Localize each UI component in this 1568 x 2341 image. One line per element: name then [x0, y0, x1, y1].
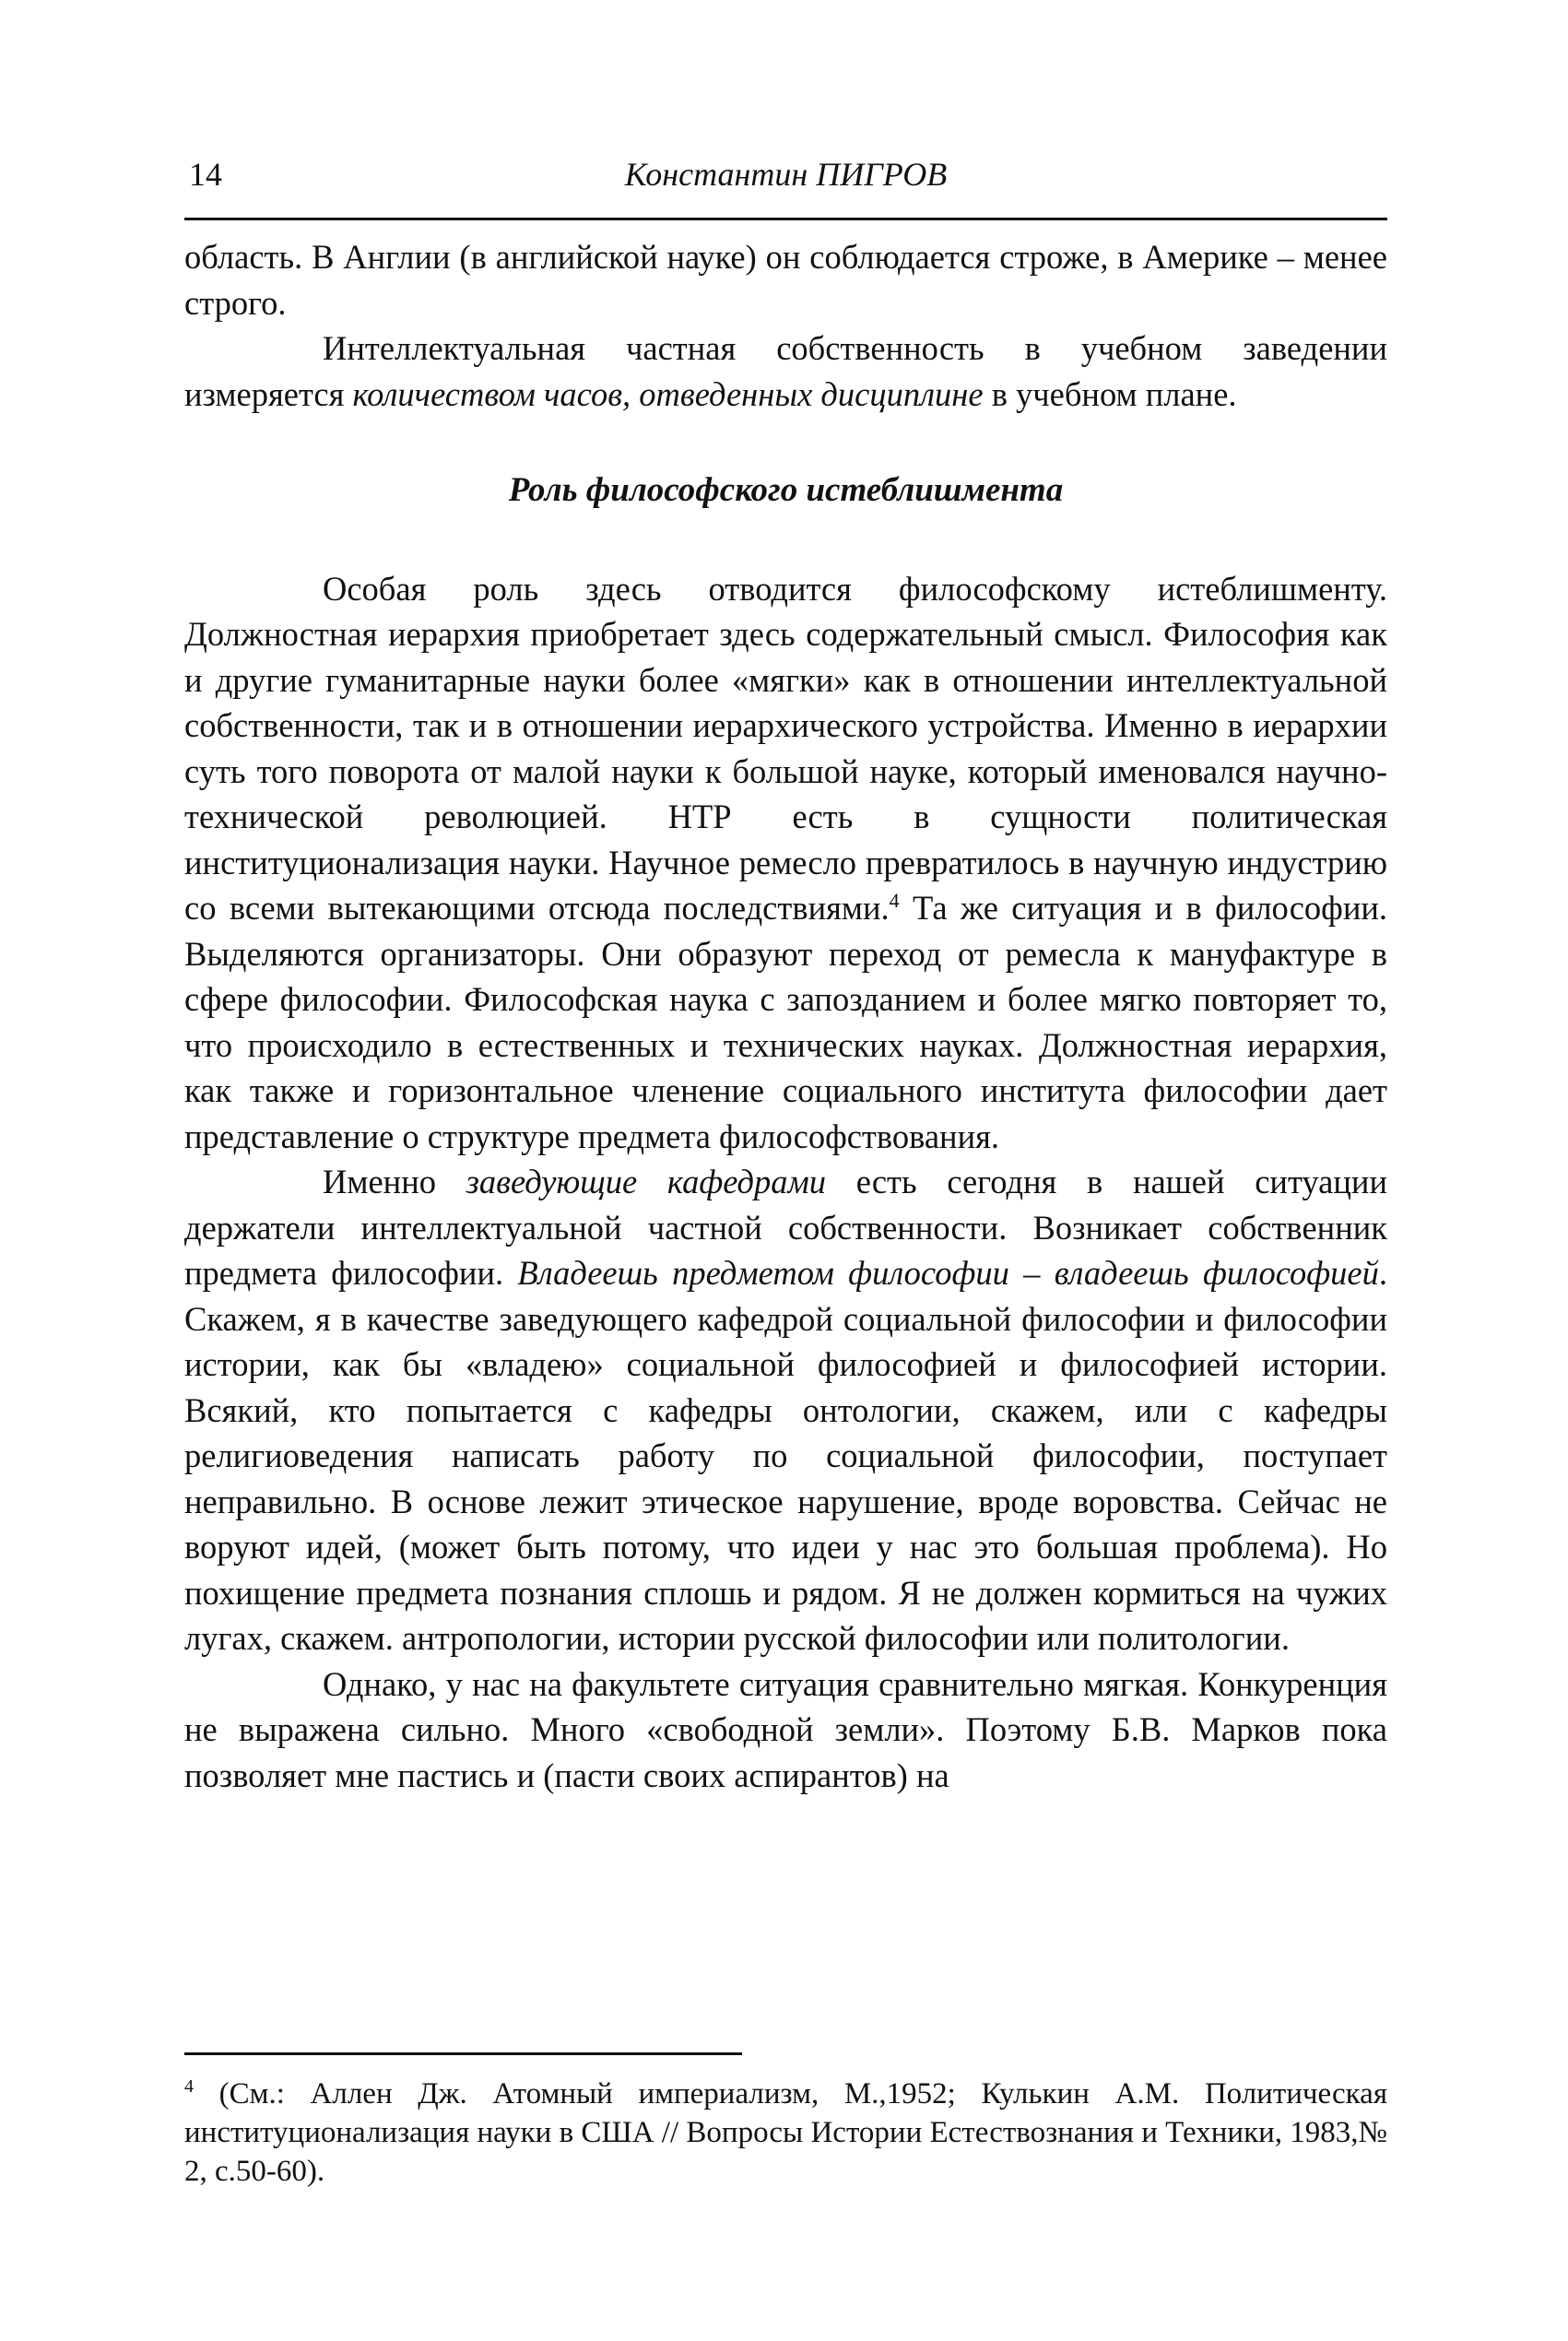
- page-header: [184, 155, 1387, 210]
- section-heading: Роль философского истеблишмента: [508, 471, 1064, 509]
- paragraph-4-emphasis-1: заведующие кафедрами: [466, 1163, 827, 1200]
- paragraph-3: [184, 566, 1387, 1160]
- footnote-rule: [184, 2052, 742, 2055]
- paragraph-4-text-2: есть сегодня в нашей ситуации держатели интеллектуальной частной собственности. Возникает собственник предмета философии.: [184, 1163, 1387, 1292]
- paragraph-1: область. В Англии (в английской науке) он соблюдается строже, в Америке – менее строго.: [184, 238, 1387, 322]
- page-number: 14: [189, 156, 222, 193]
- paragraph-4: [184, 1159, 1387, 1661]
- main-text: [184, 234, 1387, 1798]
- footnote-text: (См.: Аллен Дж. Атомный империализм, М.,1952; Кулькин А.М. Политическая институционализация науки в США // Вопросы Истории Естествознания и Техники, 1983,№ 2, с.50-60).: [184, 2077, 1387, 2188]
- footnote: [184, 2075, 1387, 2191]
- paragraph-2-emphasis: количеством часов, отведенных дисциплине: [352, 374, 984, 413]
- paragraph-5: Однако, у нас на факультете ситуация сравнительно мягкая. Конкуренция не выражена сильно. Много «свободной земли». Поэтому Б.В. Марков пока позволяет мне пастись и (пасти своих аспирантов) на: [184, 1664, 1387, 1794]
- footnote-mark: 4: [184, 2076, 194, 2097]
- paragraph-2: [184, 325, 1387, 417]
- paragraph-4-text: Именно: [323, 1163, 466, 1200]
- footnote-reference: 4: [889, 888, 900, 912]
- paragraph-4-emphasis-2: Владеешь предметом философии – владеешь философией: [517, 1254, 1379, 1292]
- paragraph-2-tail: в учебном плане.: [983, 374, 1237, 413]
- paragraph-3-tail: Та же ситуация и в философии. Выделяются организаторы. Они образуют переход от ремесла к мануфактуре в сфере философии. Философская наука с запозданием и более мягко повторяет то, что происходило в естественных и технических науках. Должностная иерархия, как также и горизонтальное членение социального института философии дает представление о структуре предмета философствования.: [184, 889, 1388, 1155]
- header-rule: [184, 218, 1387, 220]
- paragraph-4-tail: . Скажем, я в качестве заведующего кафедрой социальной философии и философии истории, как бы «владею» социальной философией и философией истории. Всякий, кто попытается с кафедры онтологии, скажем, или с кафедры религиоведения написать работу по социальной философии, поступает неправильно. В основе лежит этическое нарушение, вроде воровства. Сейчас не воруют идей, (может быть потому, что идеи у нас это большая проблема). Но похищение предмета познания сплошь и рядом. Я не должен кормиться на чужих лугах, скажем. антропологии, истории русской философии или политологии.: [184, 1254, 1387, 1657]
- paragraph-2-text: Интеллектуальная частная собственность в учебном заведении измеряется: [184, 329, 1387, 413]
- running-head: Константин ПИГРОВ: [624, 156, 948, 193]
- paragraph-3-text: Особая роль здесь отводится философскому истеблишменту. Должностная иерархия приобретает здесь содержательный смысл. Философия как и другие гуманитарные науки более «мягки» как в отношении интеллектуальной собственности, так и в отношении иерархического устройства. Именно в иерархии суть того поворота от малой науки к большой науке, который именовался научно-технической революцией. НТР есть в сущности политическая институционализация науки. Научное ремесло превратилось в научную индустрию со всеми вытекающими отсюда последствиями.: [184, 569, 1387, 927]
